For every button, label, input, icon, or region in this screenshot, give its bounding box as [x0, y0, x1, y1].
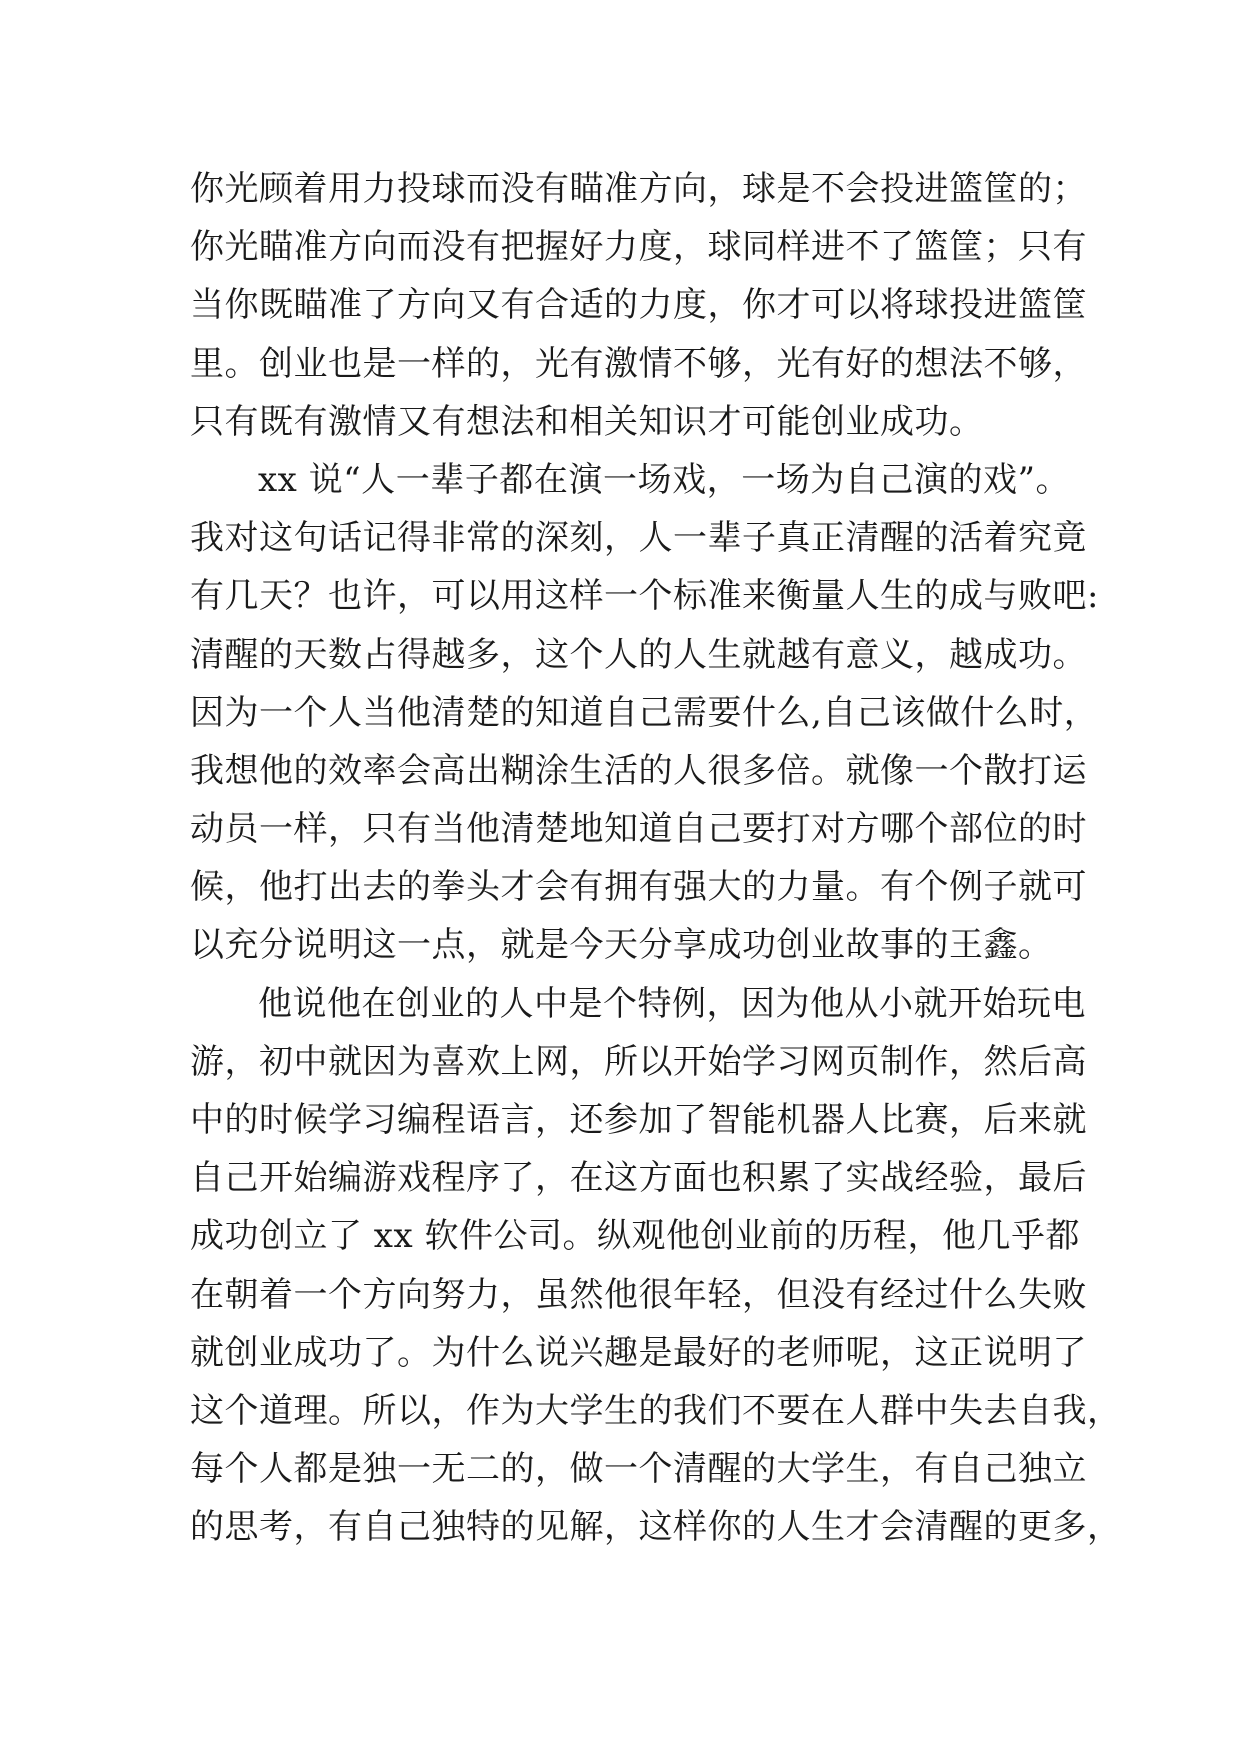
body-text — [190, 160, 1122, 1557]
text-line: 在朝着一个方向努力，虽然他很年轻，但没有经过什么失败 — [190, 1274, 1087, 1315]
text-line: 就创业成功了。为什么说兴趣是最好的老师呢，这正说明了 — [190, 1332, 1087, 1373]
text-line: 你光瞄准方向而没有把握好力度，球同样进不了篮筐；只有 — [190, 227, 1087, 268]
text-line: 因为一个人当他清楚的知道自己需要什么,自己该做什么时， — [190, 692, 1099, 733]
text-line: 清醒的天数占得越多，这个人的人生就越有意义，越成功。 — [190, 634, 1087, 675]
text-line: 里。创业也是一样的，光有激情不够，光有好的想法不够， — [190, 343, 1087, 384]
text-line: 以充分说明这一点，就是今天分享成功创业故事的王鑫。 — [190, 925, 1053, 966]
text-line: 这个道理。所以，作为大学生的我们不要在人群中失去自我， — [190, 1390, 1122, 1431]
text-line: 动员一样，只有当他清楚地知道自己要打对方哪个部位的时 — [190, 809, 1087, 850]
text-line: 当你既瞄准了方向又有合适的力度，你才可以将球投进篮筐 — [190, 285, 1087, 326]
text-line: 自己开始编游戏程序了，在这方面也积累了实战经验，最后 — [190, 1158, 1087, 1199]
text-line: 候，他打出去的拳头才会有拥有强大的力量。有个例子就可 — [190, 867, 1087, 908]
text-line: 成功创立了 xx 软件公司。纵观他创业前的历程，他几乎都 — [190, 1216, 1080, 1257]
paragraph-start-line: 他说他在创业的人中是个特例，因为他从小就开始玩电 — [258, 983, 1086, 1024]
text-line: 游，初中就因为喜欢上网，所以开始学习网页制作，然后高 — [190, 1041, 1087, 1082]
text-line: 只有既有激情又有想法和相关知识才可能创业成功。 — [190, 401, 984, 442]
text-line: 的思考，有自己独特的见解，这样你的人生才会清醒的更多， — [190, 1507, 1122, 1548]
text-line: 中的时候学习编程语言，还参加了智能机器人比赛，后来就 — [190, 1100, 1087, 1140]
text-line: 你光顾着用力投球而没有瞄准方向，球是不会投进篮筐的； — [190, 169, 1087, 209]
text-line: 有几天？也许，可以用这样一个标准来衡量人生的成与败吧: — [190, 576, 1099, 617]
text-line: 我想他的效率会高出糊涂生活的人很多倍。就像一个散打运 — [190, 750, 1087, 791]
paragraph-start-line: xx 说“人一辈子都在演一场戏，一场为自己演的戏”。 — [258, 459, 1070, 500]
text-line: 每个人都是独一无二的，做一个清醒的大学生，有自己独立 — [190, 1449, 1087, 1490]
text-line: 我对这句话记得非常的深刻，人一辈子真正清醒的活着究竟 — [190, 518, 1087, 559]
